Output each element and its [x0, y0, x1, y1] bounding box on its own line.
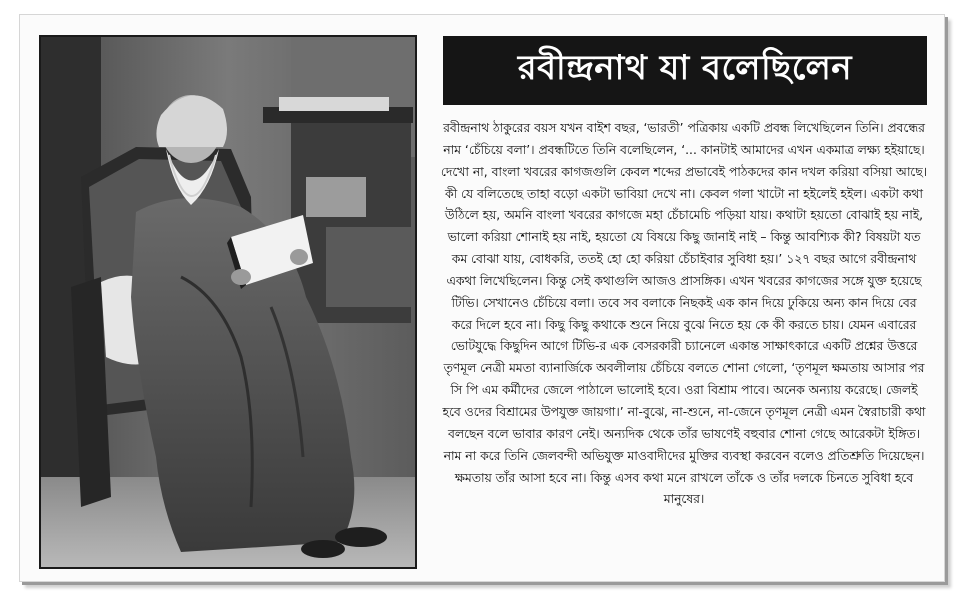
article-body: রবীন্দ্রনাথ ঠাকুরের বয়স যখন বাইশ বছর, ‘ভারতী’ পত্রিকায় একটি প্রবন্ধ লিখেছিলেন তিনি। প্রবন্ধের নাম ‘চেঁচিয়ে বলা’। প্রবন্ধটিতে তিনি বলেছিলেন, ‘... কানটাই আমাদের এখন একমাত্র লক্ষ্য হইয়াছে। দেখো না, বাংলা খবরের কাগজগুলি কেবল শব্দের প্রভাবেই পাঠকদের কান দখল করিয়া বসিয়া আছে। কী যে বলিতেছে তাহা বড়ো একটা ভাবিয়া দেখে না। কেবল গলা খাটো না হইলেই হইল। একটা কথা উঠিলে হয়, অমনি বাংলা খবরের কাগজে মহা চেঁচামেচি পড়িয়া যায়। কথাটা হয়তো বোঝাই হয় নাই, ভালো করিয়া শোনাই হয় নাই, হয়তো যে বিষয়ে কিছু জানাই নাই – কিন্তু আবশ্যিক কী? বিষয়টা যত কম বোঝা যায়, বোধকরি, ততই হো হো করিয়া চেঁচাইবার সুবিধা হয়।’ ১২৭ বছর আগে রবীন্দ্রনাথ একথা লিখেছিলেন। কিন্তু সেই কথাগুলি আজও প্রাসঙ্গিক। এখন খবরের কাগজের সঙ্গে যুক্ত হয়েছে টিভি। সেখানেও চেঁচিয়ে বলা। তবে সব বলাকে নিছকই এক কান দিয়ে ঢুকিয়ে অন্য কান দিয়ে বের করে দিলে হবে না। কিছু কিছু কথাকে শুনে নিয়ে বুঝে নিতে হয় কে কী করতে চায়। যেমন এবারের ভোটযুদ্ধে কিছুদিন আগে টিভি-র এক বেসরকারী চ্যানেলে একান্ত সাক্ষাৎকারে একটি প্রশ্নের উত্তরে তৃণমূল নেত্রী মমতা ব্যানার্জিকে অবলীলায় চেঁচিয়ে বলতে শোনা গেলো, ‘তৃণমূল ক্ষমতায় আসার পর সি পি এম কর্মীদের জেলে পাঠালে ভালোই হবে। ওরা বিশ্রাম পাবে। অনেক অন্যায় করেছে। জেলই হবে ওদের বিশ্রামের উপযুক্ত জায়গা।’ না-বুঝে, না-শুনে, না-জেনে তৃণমূল নেত্রী এমন স্বৈরাচারী কথা বলছেন বলে ভাবার কারণ নেই। অন্যদিক থেকে তাঁর ভাষণেই বহুবার শোনা গেছে আরেকটা ইঙ্গিত। নাম না করে তিনি জেলবন্দী অভিযুক্ত মাওবাদীদের মুক্তির ব্যবস্থা করবেন বলেও প্রতিশ্রুতি দিয়েছেন। ক্ষমতায় তাঁর আসা হবে না। কিন্তু এসব কথা মনে রাখলে তাঁকে ও তাঁর দলকে চিনতে সুবিধা হবে মানুষের। [440, 121, 928, 507]
tagore-photo [39, 35, 417, 569]
tagore-photo-image [41, 37, 415, 567]
title-bar [443, 36, 927, 105]
article-title: রবীন্দ্রনাথ যা বলেছিলেন [517, 48, 853, 88]
